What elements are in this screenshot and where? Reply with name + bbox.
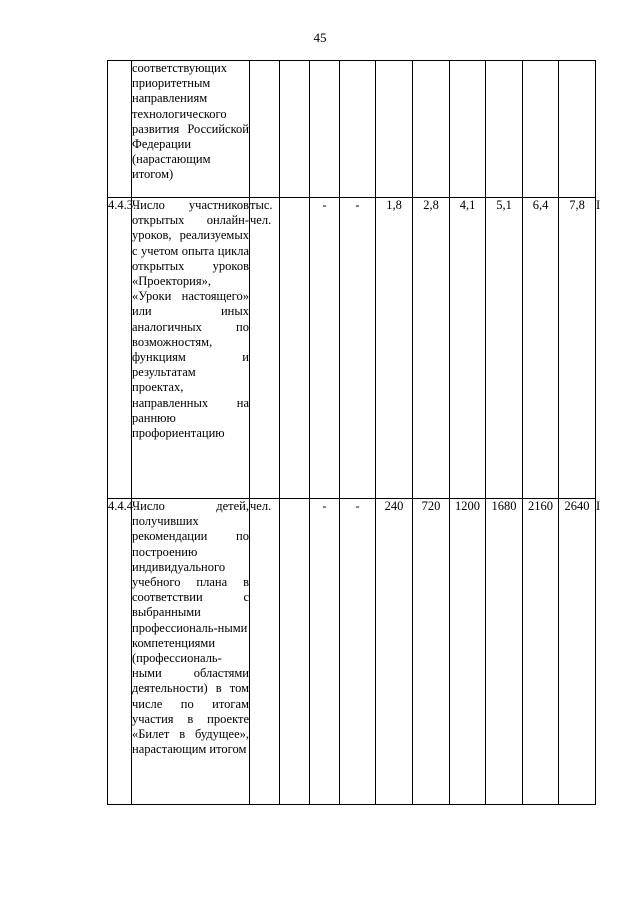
value-cell	[280, 61, 310, 198]
unit-cell	[250, 61, 280, 198]
value-cell	[376, 198, 413, 499]
value: 5,1	[496, 198, 512, 212]
row-number-cell	[108, 61, 132, 198]
value-cell	[310, 61, 340, 198]
value-cell	[559, 61, 596, 198]
indicator-name-cell	[132, 499, 250, 805]
unit-cell	[250, 499, 280, 805]
value: 1680	[491, 499, 517, 513]
value-cell	[450, 198, 486, 499]
value-cell	[523, 61, 559, 198]
value: I	[596, 499, 601, 513]
value-cell	[450, 499, 486, 805]
value: 720	[421, 499, 441, 513]
value-cell	[280, 499, 310, 805]
indicator-name-cell	[132, 61, 250, 198]
value: 1,8	[386, 198, 402, 212]
value-cell	[523, 499, 559, 805]
value: -	[322, 198, 327, 212]
value: 1200	[455, 499, 480, 513]
unit: тыс. чел.	[250, 198, 273, 228]
value: I	[596, 198, 601, 212]
value-cell	[376, 499, 413, 805]
row-number-cell	[108, 198, 137, 499]
page-number: 45	[313, 30, 327, 45]
value-cell	[376, 61, 413, 198]
value-cell	[280, 198, 310, 499]
indicator-name: соответствующих приоритетным направлениям технологического развития Российской Федерации (нарастающим итогом)	[132, 61, 249, 182]
value-cell	[413, 499, 450, 805]
value-cell	[486, 61, 523, 198]
value-cell	[523, 198, 559, 499]
row-number-cell	[108, 499, 137, 805]
value: 2640	[564, 499, 590, 513]
unit: чел.	[250, 499, 272, 513]
value-cell	[413, 198, 450, 499]
value: -	[355, 198, 360, 212]
value-cell	[310, 499, 340, 805]
value: 2160	[528, 499, 553, 513]
value: 2,8	[423, 198, 439, 212]
value: 240	[384, 499, 404, 513]
value: -	[355, 499, 360, 513]
value-cell	[486, 198, 523, 499]
value: 7,8	[569, 198, 585, 212]
value-cell	[340, 61, 376, 198]
value-cell	[340, 198, 376, 499]
row-number: 4.4.3.	[108, 198, 137, 212]
indicator-name-cell	[132, 198, 250, 499]
value: -	[322, 499, 327, 513]
unit-cell	[250, 198, 280, 499]
value-cell	[450, 61, 486, 198]
value-cell	[486, 499, 523, 805]
value: 6,4	[532, 198, 549, 212]
value-cell	[340, 499, 376, 805]
value-cell	[310, 198, 340, 499]
table-row	[108, 198, 596, 499]
indicator-name: Число участников открытых онлайн-уроков, реализуемых с учетом опыта цикла открытых уроков «Проектория», «Уроки настоящего» или иных аналогичных по возможностям, функциям и результатам проектах, направленных на раннюю профориентацию	[132, 198, 249, 441]
row-number: 4.4.4.	[108, 499, 137, 513]
value-cell	[413, 61, 450, 198]
indicator-name: Число детей, получивших рекомендации по построению индивидуального учебного плана в соответствии с выбранными профессиональ-ными компетенциями (профессиональ-ными областями деятельности) в том числе по итогам участия в проекте «Билет в будущее», нарастающим итогом	[132, 499, 249, 757]
value-cell	[559, 198, 596, 499]
table-row	[108, 61, 596, 198]
table-row	[108, 499, 596, 805]
indicators-table	[107, 60, 601, 805]
value-cell	[559, 499, 596, 805]
value: 4,1	[459, 198, 476, 212]
